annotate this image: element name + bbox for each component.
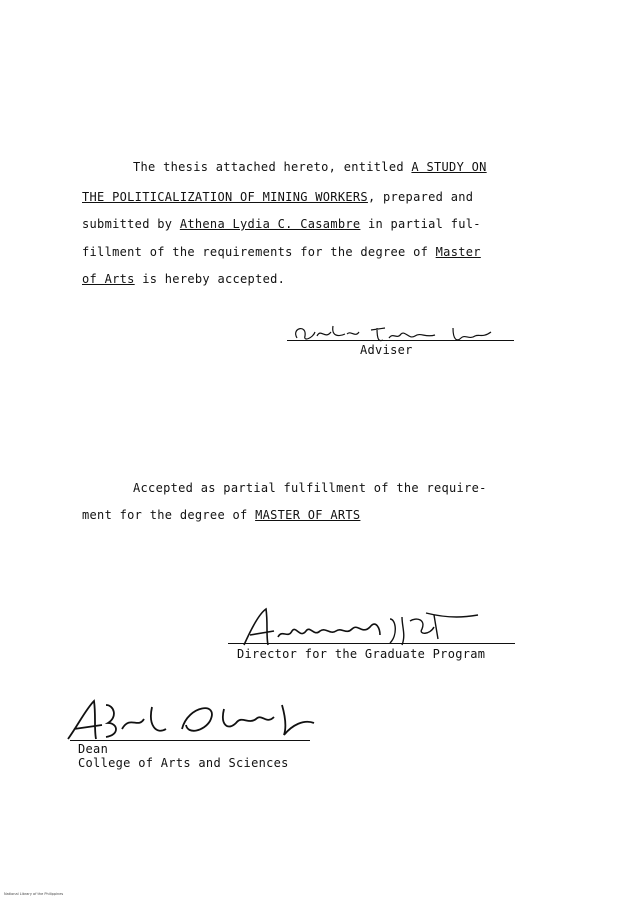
body-text: , prepared and: [367, 190, 474, 204]
body-line-4: [82, 245, 481, 260]
dean-signature-line: [70, 740, 310, 741]
body-line-3: [82, 217, 481, 232]
degree-name-end: of Arts: [82, 272, 135, 286]
body-text: is hereby accepted.: [134, 272, 286, 286]
degree-name: Master: [435, 245, 481, 259]
college-label: College of Arts and Sciences: [78, 756, 289, 770]
body-text: in partial ful-: [360, 217, 481, 231]
body-line-2: [82, 190, 473, 205]
acceptance-line-2: [82, 508, 360, 523]
adviser-label: Adviser: [360, 343, 413, 357]
body-text: The thesis attached hereto, entitled: [133, 160, 412, 174]
degree-caps: MASTER OF ARTS: [255, 508, 361, 522]
body-text: fillment of the requirements for the degree of: [82, 245, 436, 259]
body-line-1: [133, 160, 487, 175]
director-signature-line: [228, 643, 515, 644]
body-text: submitted by: [82, 217, 180, 231]
thesis-title-end: THE POLITICALIZATION OF MINING WORKERS: [82, 190, 368, 204]
adviser-signature-line: [287, 340, 514, 341]
footer-text: National Library of the Philippines: [4, 892, 64, 896]
dean-signature: [60, 695, 320, 745]
dean-label: Dean: [78, 742, 109, 756]
author-name: Athena Lydia C. Casambre: [179, 217, 361, 231]
body-line-5: [82, 272, 285, 287]
director-label: Director for the Graduate Program: [237, 647, 486, 661]
acceptance-line-1: Accepted as partial fulfillment of the require-: [133, 481, 487, 495]
body-text: ment for the degree of: [82, 508, 256, 522]
thesis-title-start: A STUDY ON: [411, 160, 487, 174]
